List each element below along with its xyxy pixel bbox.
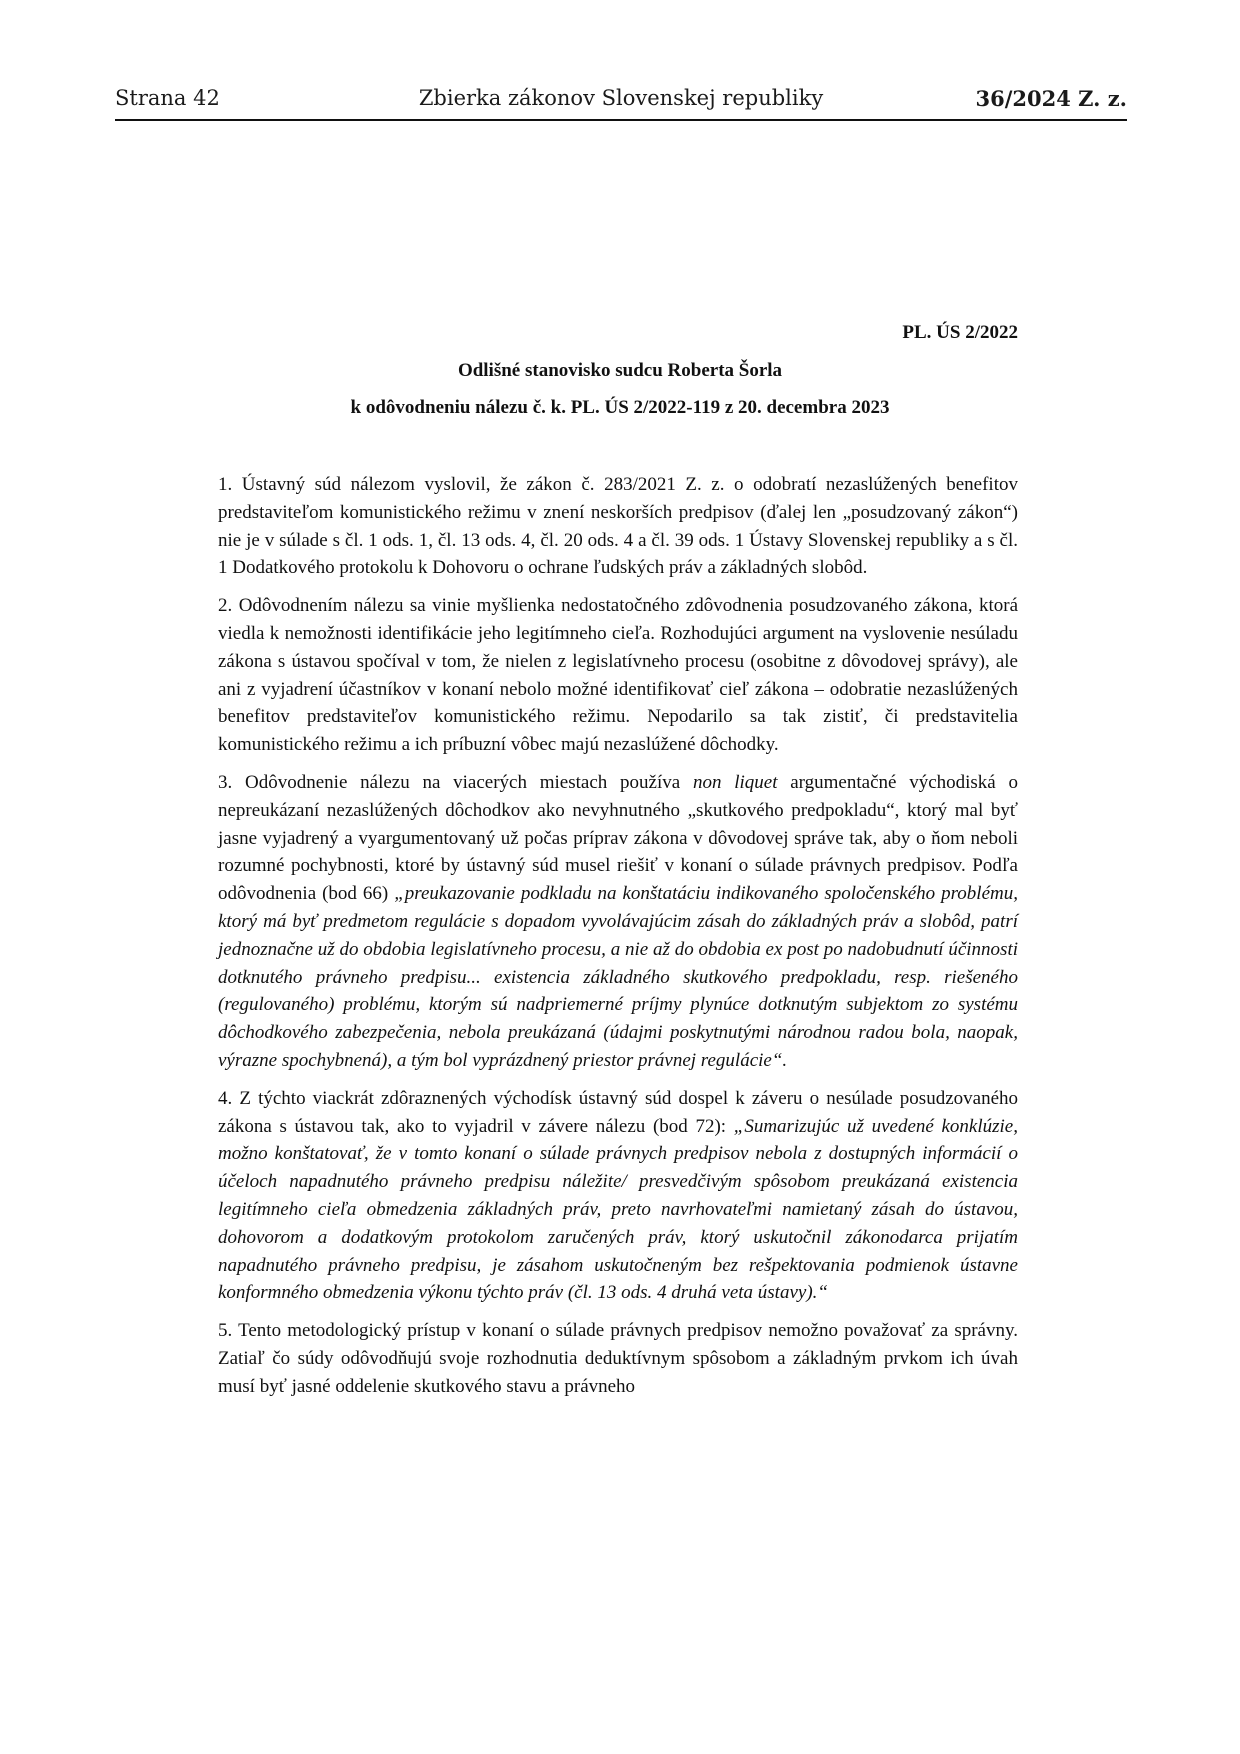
page-header <box>115 80 1127 120</box>
header-divider <box>115 119 1127 121</box>
paragraph-3-intro: 3. Odôvodnenie nálezu na viacerých miestach používa <box>218 771 693 793</box>
paragraph-2: 2. Odôvodnením nálezu sa vinie myšlienka nedostatočného zdôvodnenia posudzovaného zákona, ktorá viedla k nemožnosti identifikácie jeho legitímneho cieľa. Rozhodujúci argument na vyslovenie nesúladu zákona s ústavou spočíval v tom, že nielen z legislatívneho procesu (osobitne z dôvodovej správy), ale ani z vyjadrení účastníkov v konaní nebolo možné identifikovať cieľ zákona – odobratie nezaslúžených benefitov predstaviteľov komunistického režimu. Nepodarilo sa tak zistiť, či predstavitelia komunistického režimu a ich príbuzní vôbec majú nezaslúžené dôchodky. <box>218 595 1018 756</box>
paragraph-3-text: argumentačné východiská o nepreukázaní nezaslúžených dôchodkov ako nevyhnutného „skutkového predpokladu“, ktorý mal byť jasne vyjadrený a vyargumentovaný už počas príprav zákona v dôvodovej správe tak, aby o ňom neboli rozumné pochybnosti, ktoré by ústavný súd musel riešiť v konaní o súlade právnych predpisov. Podľa odôvodnenia (bod 66) <box>218 771 1019 905</box>
paragraph-3 <box>218 769 1018 1075</box>
document-body <box>218 471 1018 1411</box>
document-title: Odlišné stanovisko sudcu Roberta Šorla <box>457 360 783 381</box>
collection-number: 36/2024 Z. z. <box>975 86 1127 111</box>
paragraph-1: 1. Ústavný súd nálezom vyslovil, že zákon č. 283/2021 Z. z. o odobratí nezaslúžených benefitov predstaviteľom komunistického režimu v znení neskorších predpisov (ďalej len „posudzovaný zákon“) nie je v súlade s čl. 1 ods. 1, čl. 13 ods. 4, čl. 20 ods. 4 a čl. 39 ods. 1 Ústavy Slovenskej republiky a s čl. 1 Dodatkového protokolu k Dohovoru o ochrane ľudských práv a základných slobôd. <box>218 474 1018 579</box>
paragraph-3-quotation: „preukazovanie podkladu na konštatáciu indikovaného spoločenského problému, ktorý má byť predmetom regulácie s dopadom vyvolávajúcim zásah do základných práv a slobôd, patrí jednoznačne už do obdobia legislatívneho procesu, a nie až do obdobia ex post po nadobudnutí účinnosti dotknutého právneho predpisu... existencia základného skutkového predpokladu, resp. riešeného (regulovaného) problému, ktorým sú nadpriemerné príjmy plynúce dotknutým subjektom zo systému dôchodkového zabezpečenia, nebola preukázaná (údajmi poskytnutými národnou radou bola, naopak, výrazne spochybnená), a tým bol vyprázdnený priestor právnej regulácie“. <box>218 883 1018 1071</box>
paragraph-4-quotation: „Sumarizujúc už uvedené konklúzie, možno konštatovať, že v tomto konaní o súlade právnych predpisov nebola z dostupných informácií o účeloch napadnutého právneho predpisu náležite/ presvedčivým spôsobom preukázaná existencia legitímneho cieľa obmedzenia základných práv, preto navrhovateľmi namietaný zásah do ústavou, dohovorom a dodatkovým protokolom zaručených práv, ktorý uskutočnil zákonodarca prijatím napadnutého právneho predpisu, je zásahom uskutočneným bez rešpektovania podmienok ústavne konformného obmedzenia výkonu týchto práv (čl. 13 ods. 4 druhá veta ústavy).“ <box>218 1115 1018 1304</box>
page-number: Strana 42 <box>115 86 220 110</box>
paragraph-4-text: 4. Z týchto viackrát zdôraznených východísk ústavný súd dospel k záveru o nesúlade posudzovaného zákona s ústavou tak, ako to vyjadril v závere nálezu (bod 72): <box>218 1087 1018 1137</box>
paragraph-4 <box>218 1085 1018 1307</box>
paragraph-3-latin-term: non liquet <box>692 771 778 793</box>
publication-title: Zbierka zákonov Slovenskej republiky <box>418 86 824 110</box>
case-number: PL. ÚS 2/2022 <box>902 322 1018 343</box>
document-subtitle: k odôvodneniu nálezu č. k. PL. ÚS 2/2022-119 z 20. decembra 2023 <box>350 397 890 418</box>
paragraph-5: 5. Tento metodologický prístup v konaní o súlade právnych predpisov nemožno považovať za správny. Zatiaľ čo súdy odôvodňujú svoje rozhodnutia deduktívnym spôsobom a základným prvkom ich úvah musí byť jasné oddelenie skutkového stavu a právneho <box>218 1320 1018 1397</box>
